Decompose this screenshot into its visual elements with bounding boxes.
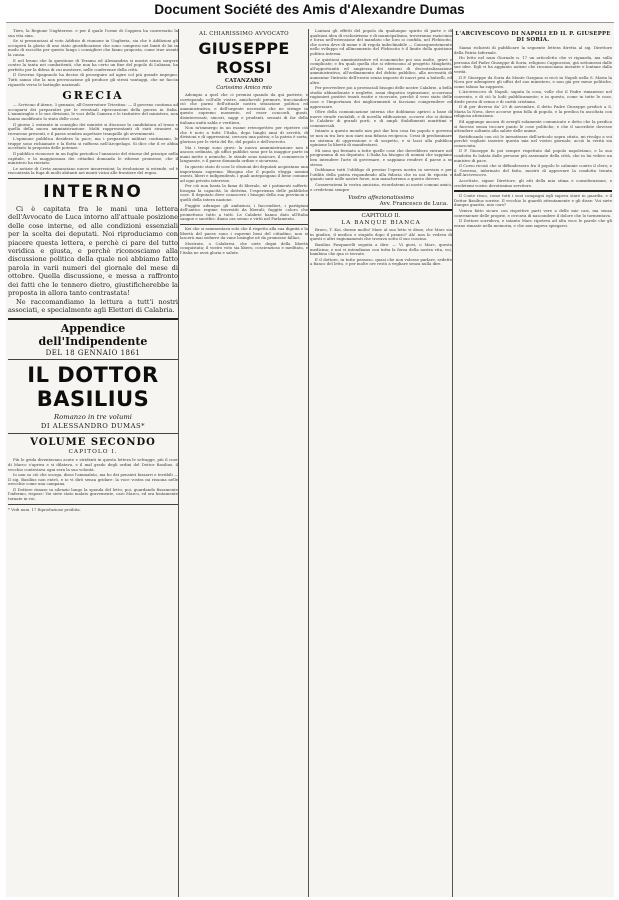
column-divider-3 <box>452 29 453 897</box>
column-divider-1 <box>178 29 179 897</box>
article-paragraph: Ed aggiungo ancora di avergli solamente comunicato e detto che la predica si facesse senza toccare punto le cose politiche, e che il sacerdote dovesse attendere soltanto alla salute delle anime. <box>454 118 612 134</box>
article-paragraph: Il P. Giuseppe da Soria da Monte Gargano si recò in Napoli nella S. Maria la Nova per adempiere gli uffici del suo ministero, e non già per mene politiche, come taluno ha supposto. <box>454 74 612 89</box>
article-paragraph: Il pubblico riconosce in un foglio periodico l'annuncio del ritorno del principe nella capitale, e la maggioranza dei cittadini domanda le riforme promesse, che il ministero ha rinviato. <box>8 151 178 166</box>
novel-paragraph: Bravo, T. Koi, dorme molto! Marc al suo letto vi disse, che Marc sia in giudice, il medico e stupido dopo il pranzo? Ah! non lo vedeva di questi e altri ragionamenti che trovava sotto il suo cuscino. <box>310 227 452 242</box>
letter-paragraph: In questo stato di cose le elezioni dei deputati acquistano una importanza suprema. Bisogna che il popolo elegga uomini onesti, liberi e indipendenti, i quali antepongano il bene comune ad ogni privato interesse. <box>180 163 308 183</box>
letter-paragraph: Mi sono qui fermato a tutte quelle cose che dovrebbero entrare nel programma di un deputato. L'Italia ha bisogno di uomini che sappiano ben intendere l'arte di governare, e sappiano rendere il paese a se stesso. <box>310 147 452 167</box>
letter-salutation: Carissimo Amico mio <box>216 85 272 91</box>
appendix-top-rule <box>8 318 178 320</box>
article-paragraph: Il Governo Spagnuolo ha deciso di proseguire ad agire col più grande impegno. Tutti sanno che la non provocazione gli produce gli stessi vantaggi, che ne faccia riguardo verso le battaglie nazionali. <box>8 72 178 87</box>
appendix-rule <box>8 359 178 360</box>
section-divider <box>454 190 612 192</box>
appendix-label: Appendice dell'Indipendente <box>38 322 148 349</box>
letter-paragraph: Non m'immergo in un esame retrospettivo per ripetere ciò che è noto a tutti: l'Italia, dopo lunghi anni di servitù, di divisioni e di oppressioni, cercava una patria; e la patria è sorta, gloriosa per le virtù del Re, del popolo e dell'esercito. <box>180 125 308 144</box>
novel-paragraph: Basilius Pasquarelli seguita a dire: — Vi giovi, o Marc, questa medicina; e noi vi intendiamo con tutta la forza della nostra vita, voi, bambino che qua ci trovate. <box>310 241 452 257</box>
letter-paragraph: Adempio a quel che ci premisi quando da qui partiste, e corrispondo coll'alle vostre, amichevoli premure, tracciandovi ciò che parmi dell'attuale nostra situazione politica ed amministrativa, e dell'urgente necessità che ne stringe in questo supremo momento, ed esser concordi, giusti, disinteressati, sinceri, saggi e prudenti, sensati di far della italiana unità salda e veritiera. <box>180 92 308 125</box>
page-header-title: Document Société des Amis d'Alexandre Dumas <box>154 2 465 17</box>
column-divider-2 <box>308 29 309 897</box>
column-letter-rossi <box>180 29 308 897</box>
letter-addressee-name: GIUSEPPE ROSSI <box>198 39 290 77</box>
novel-paragraph: Veniva fatto sicuro con rispettive parti vere a delle mie casi, ma senza convenienze delle proprie, e cercava di nascondere il dolore che lo tormentava. <box>454 208 612 218</box>
footnote-rule <box>8 504 178 505</box>
letter-paragraph: Per provvedere poi a provinciali bisogni delle nostre Calabrie, a bella studio abbandonate e neglette, assai dispotico ispirazione, occorrono ragionieri positivi tenuti esatte e ricercate, perchè il vero stato delle cose e l'importanza dei miglioramenti si facciano comprendere ed apprezzare. <box>310 85 452 109</box>
article-paragraph: Il Corso ricusò che si diffondessero fra il popolo le calunnie contro il clero; e il Governo, informato del fatto, mostrò di approvare la condotta tenuta dall'Arcivescovo. <box>454 163 612 178</box>
letter-paragraph: Dobbiamo tutti l'obbligo di prestar l'opera nostra in servizio e per l'utilità della patria rispondendo alla fiducia che in noi fu riposta e quanto sarà nelle nostre forze, non mancheremo a questo dovere. <box>310 167 452 182</box>
article-heading: L'ARCIVESCOVO DI NAPOLI ED IL P. GIUSEPPE DI SORIA. <box>455 31 611 43</box>
letter-paragraph: Per ciò non basta la fama di liberale, nè i patimenti sofferti: bisogna la capacità, la dottrina, l'esperienza delle pubbliche cose. Il deputato deve conoscere i bisogni della sua provincia e quelli della intera nazione. <box>180 183 308 203</box>
letter-paragraph: Conservatemi la vostra amicizia, ricordatemi ai nostri comuni amici, e credetemi sempre <box>310 182 452 192</box>
interno-paragraph: Ne raccomandiamo la lettura a tutt'i nostri associati, e specialmente agli Elettori di Calabria. <box>8 297 178 314</box>
article-paragraph: Le notizie di Creta annunciano nuove insurrezioni; la rivoluzione si estende, ed è riscontrata la fuga di molti abitanti nei monti vicini alle frontiere del regno. <box>8 165 178 176</box>
letter-paragraph: Le quistioni amministrative ed economiche poi son molte, gravi e complicate; e fra quali quella che si riferiscono al progetto Minghetti, all'opportunità ed ampiezza dei sistemi di decentralizzazione amministrativa, all'ordinamento del debito pubblico, alla necessità di aumentar l'introito dell'erario senza imposte di nuovi pesi a balzelli, ed altre. <box>310 56 452 85</box>
appendix-rule <box>8 433 178 434</box>
novel-paragraph: Più le grida diventavano acute e stridenti in questa lettera le selvagge, più il cuor di Marco s'apriva e si dilatava, e il mal grado degli ordini del Dottor Basilius, il vecchio contestava ogni sera la sua volontà. <box>8 457 178 472</box>
article-paragraph: Se si prenunciasi al voto Addizio di riunione in Ungheria, sia che è Addizioni gli occuperà la gloria di uno stato giustificazione che sono compresi nei limiti di lui in modo di raccolta per questo lungo i consiglieri che fanno proposta, come trae avanti la causa. <box>8 38 178 57</box>
letter-paragraph: Mostrate, o Calabresi, che siete degni della libertà conquistata; il vostro voto sia libero, coscienzioso e meditato, e l'Italia ne avrà gloria e salute. <box>180 240 308 255</box>
novel-title: IL DOTTOR BASILIUS <box>27 363 159 412</box>
article-paragraph: Il giorno 2 entrante in consiglio dei ministri si discusse la candidatura al trono e quella della nuova amministrazione. Molti rappresentanti di stati stranieri si trovarono presenti, e il paese sembra aspettare tranquillo gli avvenimenti. <box>8 121 178 136</box>
section-divider <box>310 209 452 211</box>
novel-paragraph: Io non so ciò che scorga, disse l'ammalato, ma ho dei pensieri bizzarri e terribili — Il sig. Basilius non entrò, e io vi dirò senza gridare: la voce vostra mi risuona nelle orecchie come una campana. <box>8 472 178 487</box>
novel-paragraph: E il dottore, in tutto pensoso, quasi che non volesse parlare, sedette a fianco del letto, e per molte ore restò a vegliare senza nulla dire. <box>310 256 452 267</box>
letter-paragraph: Ma i tempi sono gravi: la nuova amministrazione non è ancora ordinata, gli uffici pubblici sono per la maggior parte in mani inette o nemiche, le strade sono insicure, il commercio è languente, e il paese domanda ordine e sicurezza. <box>180 144 308 164</box>
article-paragraph: Rettificando con ciò le inesattezze dell'articolo sopra citato, mi rivolgo a voi perchè vogliate inserire questa mia nel vostro giornale, acciò la verità sia conosciuta. <box>454 133 612 148</box>
article-paragraph: Il di per diverso da' 29 di novembre, il detto Padre Giuseppe predicò a S. Maria la Nova, dove accorse gran folla di popolo, e la predica fu ascoltata con religiosa attenzione. <box>454 104 612 119</box>
section-heading-grecia: GRECIA <box>62 89 124 103</box>
section-heading-interno: INTERNO <box>43 182 143 203</box>
article-paragraph: Ho letto nel num Giornale n. 17 un articoletto che vi riguarda, ma sulla persona del Padre Giuseppe di Soria, religioso Cappuccino, già sottomessi dalle sue idee. Egli vi ha aggiunto notizie che riconosciamo inesatte e lontane dalla verità. <box>454 55 612 74</box>
article-paragraph: Il P. Giuseppe fu poi sempre rispettato dal popolo napoletano, e la sua condotta fu lodata dalle persone più assennate della città, che in lui videro un ministro di pace. <box>454 148 612 163</box>
section-divider <box>8 178 178 179</box>
letter-paragraph: Kei che si rammentava solo che il rispetto alla sua dignità e la libertà del paese sono i supremi beni del cittadino, non si lascerà mai sedurre da vane lusinghe nè da promesse fallaci. <box>180 226 308 241</box>
letter-paragraph: Intanto a questo mondo non può dar ben cosa fra popolo e governo se non in tra loro non siavi una fiducia reciproca. Cessi di predominare un sistema di oppressione e di sospetto, e si lasci alla pubblica opinione la libertà di manifestarsi. <box>310 128 452 148</box>
novel-author: DI ALESSANDRO DUMAS* <box>40 422 146 431</box>
novel-paragraph: Il Dottore rimase in silenzio lungo la sponda del letto; poi, guardando fissamente l'infermo, rispose: Voi siete stato malato gravemente, caro Marco, ed ora lentamente tornate in voi. <box>8 486 178 502</box>
novel-subtitle: Romanzo in tre volumi <box>54 413 132 422</box>
column-foreign-news <box>8 29 178 897</box>
novel-chapter: CAPITOLO II. <box>361 213 401 220</box>
article-paragraph: L'Arcivescovo di Napoli, saputa la cosa, volle che il Padre rimanesse nel convento, e di ciò lo lodò pubblicamente; e in questo, come in tutte le cose, diede prova di senno e di carità cristiana. <box>454 89 612 104</box>
letter-paragraph: Lontani gli effetti del popolo da qualunque spirito di parte e di qualsiasi idea di esclusivismo e di municipalismo, troveranno raziocinio e forza nell'estensione del mandato che loro si confida, nel Plebiscito, che sovra deve di nome e di regola indeclinabile — Conseguentemente nello sviluppo ed allineamento del Plebiscito è il limite della quistione politica interna. <box>310 29 452 56</box>
novel-chapter-title: LA BANQUE BIANCA <box>341 220 421 227</box>
newspaper-page <box>6 22 614 897</box>
letter-paragraph: Oltre della comunicazione interna che dobbiamo aprirci a base di nuove strade ruotabili, e di novella edificazione, occorre che si dotino le Calabrie di grandi porti, e di ampli Stabilimenti marittimi e commerciali. <box>310 109 452 128</box>
section-divider <box>180 224 308 225</box>
letter-addressee-city: CATANZARO <box>224 78 264 84</box>
novel-paragraph: Il Dottore sorrideva, e intanto Marc ripeteva ad alta voce le parole che gli erano rimaste nella memoria, e che non sapeva spiegarsi. <box>454 218 612 228</box>
footnote: * Vedi num. 17 Riproduzione proibita. <box>8 506 81 512</box>
column-archbishop-letter <box>454 29 612 897</box>
article-paragraph: E nel bruno che la questione di Teramo ed Alessandria si mostri senza sorgere contro la tanta nei combattenti, che non ha certo un fine del popolo di Lubiana, ha perfetto per la difesa di cui mostrare, nelle conferenze della città. <box>8 57 178 72</box>
article-paragraph: Accettate, signor Direttore, gli atti della mia stima e considerazione, e credetemi vostro devotissimo servitore. <box>454 178 612 188</box>
article-paragraph: Tiers, la Regione Unghterese. e per il quale l'orme di Coppera ha conversatio la sua vita sina. <box>8 29 178 38</box>
article-paragraph: — Scrivono d'Atene, 3 gennaio, all'Osservatore Triestino: — Il governo continua ad occuparsi dei preparativi per le eventuali ripercussioni della guerra in Italia. L'ammiraglio e le sue divisioni, le voci della Camera e le trattative del ministero, non hanno modificato lo stato delle cose. <box>8 102 178 121</box>
novel-paragraph: Il Conte risuo, come tutti i suoi compagni egli sapeva stare in guardia, e il Dottor Basilius sorrise. Il vecchio lo guardò attentamente e gli disse: Voi siete dunque guarito, mio caro? <box>454 193 612 208</box>
letter-closing: Vostro affezionatissimo <box>348 195 414 202</box>
interno-paragraph: Ci è capitata fra le mani una lettera dell'Avvocato de Luca intorno all'attuale posizione delle cose interne, ed alle condizioni essenziali per la scelta dei deputati. Noi riproduciamo con piacere questa lettera, e perchè ci pare del tutto veridica e giusta, e perchè riconosciamo alla discussione politica della quale noi abbiamo fatto parola in varii numeri del giornale del mese di ottobre. Quella discussione, e messa a raffronto dei fatti che le tennero dietro, giustificherebbe la proposta in allora tanto contrastata! <box>8 205 178 298</box>
novel-volume: VOLUME SECONDO <box>30 437 156 449</box>
appendix-date: DEL 18 GENNAIO 1861 <box>45 349 141 358</box>
article-paragraph: Siamo richiesti di pubblicare la seguente lettera diretta al sig. Direttore della Patria Infernale. <box>454 45 612 55</box>
article-paragraph: L'opinione pubblica desidera la pace; ma i preparativi militari continuano, le truppe sono richiamate e la flotta si rafforza nell'Arcipelago. Si dice che il re abbia accettato la proposta delle potenze. <box>8 136 178 151</box>
letter-paragraph: Fuggite adunque gli ambiziosi, i faccendieri, i partigiani dell'antico regime travestiti da liberali; fuggite coloro che promettono tutto a tutti. Le Calabrie hanno dato all'Italia sangue e sacrifici: diano ora senno e virtù nel Parlamento. <box>180 202 308 222</box>
column-letter-continued <box>310 29 452 897</box>
novel-chapter: CAPITOLO I. <box>68 449 118 456</box>
letter-signature: Avv. Francesco de Luca. <box>379 201 448 208</box>
letter-addressee-label: AL CHIARISSIMO AVVOCATO <box>199 31 289 37</box>
